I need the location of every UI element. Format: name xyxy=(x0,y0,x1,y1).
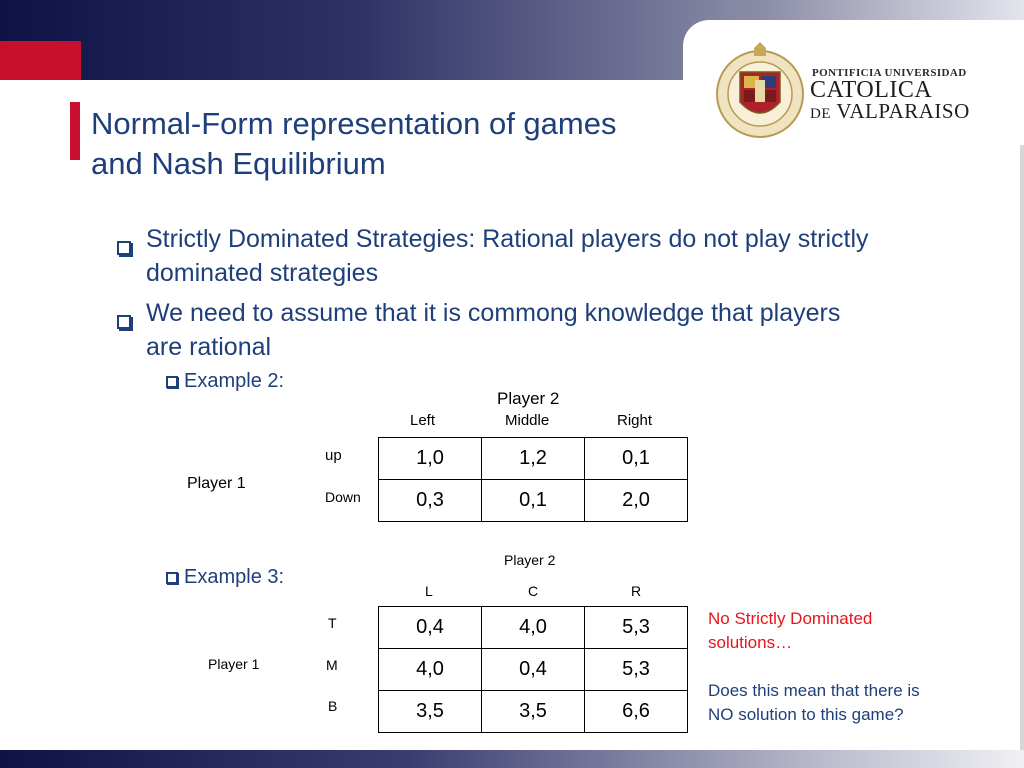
table-row xyxy=(379,438,688,480)
payoff-cell: 0,1 xyxy=(585,438,688,480)
example-2-col-right: Right xyxy=(617,412,653,429)
university-name-line2: CATOLICA xyxy=(810,77,933,103)
no-dominated-note xyxy=(708,607,872,655)
payoff-cell: 6,6 xyxy=(585,691,688,733)
checkbox-bullet-icon xyxy=(117,241,131,255)
payoff-cell: 1,0 xyxy=(379,438,482,480)
example-2-payoff-table xyxy=(378,437,688,522)
example-2-text: Example 2: xyxy=(184,370,285,392)
example-3-col-l: L xyxy=(425,583,433,599)
payoff-cell: 0,3 xyxy=(379,480,482,522)
payoff-cell: 0,4 xyxy=(379,607,482,649)
university-name-line3 xyxy=(810,100,970,125)
question-note-line2: NO solution to this game? xyxy=(708,705,904,724)
no-dominated-note-line1: No Strictly Dominated xyxy=(708,609,873,628)
example-2-player2-label: Player 2 xyxy=(497,389,560,408)
payoff-cell: 3,5 xyxy=(379,691,482,733)
example-3-player2-label: Player 2 xyxy=(504,552,556,568)
payoff-cell: 3,5 xyxy=(482,691,585,733)
slide-title-line1: Normal-Form representation of games xyxy=(91,106,617,141)
example-2-col-left: Left xyxy=(410,412,436,429)
example-3-label xyxy=(166,566,284,589)
bullet-2 xyxy=(117,296,987,364)
university-name-line1: PONTIFICIA UNIVERSIDAD xyxy=(812,67,967,79)
right-edge-stripe xyxy=(1020,80,1024,750)
payoff-cell: 0,1 xyxy=(482,480,585,522)
payoff-cell: 5,3 xyxy=(585,607,688,649)
bullet-1-line1: Strictly Dominated Strategies: Rational players do not play strictly xyxy=(146,225,869,253)
checkbox-bullet-icon xyxy=(117,315,131,329)
checkbox-bullet-icon xyxy=(166,572,178,584)
bullet-1-line2: dominated strategies xyxy=(146,259,379,287)
payoff-cell: 4,0 xyxy=(379,649,482,691)
no-dominated-note-line2: solutions… xyxy=(708,633,793,652)
example-3-col-c: C xyxy=(528,583,539,599)
question-note-line1: Does this mean that there is xyxy=(708,681,920,700)
example-2-label xyxy=(166,370,284,393)
slide-title-line2: and Nash Equilibrium xyxy=(91,146,386,181)
payoff-cell: 0,4 xyxy=(482,649,585,691)
bottom-banner xyxy=(0,750,1024,768)
example-3-text: Example 3: xyxy=(184,566,285,588)
payoff-cell: 2,0 xyxy=(585,480,688,522)
university-name-valparaiso: VALPARAISO xyxy=(836,99,970,123)
example-3-col-r: R xyxy=(631,583,642,599)
bullet-1 xyxy=(117,222,987,290)
payoff-cell: 5,3 xyxy=(585,649,688,691)
table-row xyxy=(379,607,688,649)
question-note xyxy=(708,679,920,727)
slide-title xyxy=(91,104,691,184)
table-row xyxy=(379,691,688,733)
payoff-cell: 1,2 xyxy=(482,438,585,480)
university-name-de: DE xyxy=(810,106,831,122)
payoff-cell: 4,0 xyxy=(482,607,585,649)
example-3-row-m: M xyxy=(326,657,338,673)
table-row xyxy=(379,480,688,522)
checkbox-bullet-icon xyxy=(166,376,178,388)
table-row xyxy=(379,649,688,691)
example-3-player1-label: Player 1 xyxy=(208,656,260,672)
university-seal-icon xyxy=(714,42,806,139)
example-2-player1-label: Player 1 xyxy=(187,475,246,492)
example-2-row-down: Down xyxy=(325,489,361,505)
example-3-row-t: T xyxy=(328,615,337,631)
red-accent-block xyxy=(0,41,81,80)
bullet-2-line2: are rational xyxy=(146,333,272,361)
example-3-row-b: B xyxy=(328,698,338,714)
title-accent-bar xyxy=(70,102,80,160)
bullet-2-line1: We need to assume that it is commong knowledge that players xyxy=(146,299,841,327)
example-2-row-up: up xyxy=(325,447,342,464)
example-2-col-middle: Middle xyxy=(505,412,550,429)
example-3-payoff-table xyxy=(378,606,688,733)
